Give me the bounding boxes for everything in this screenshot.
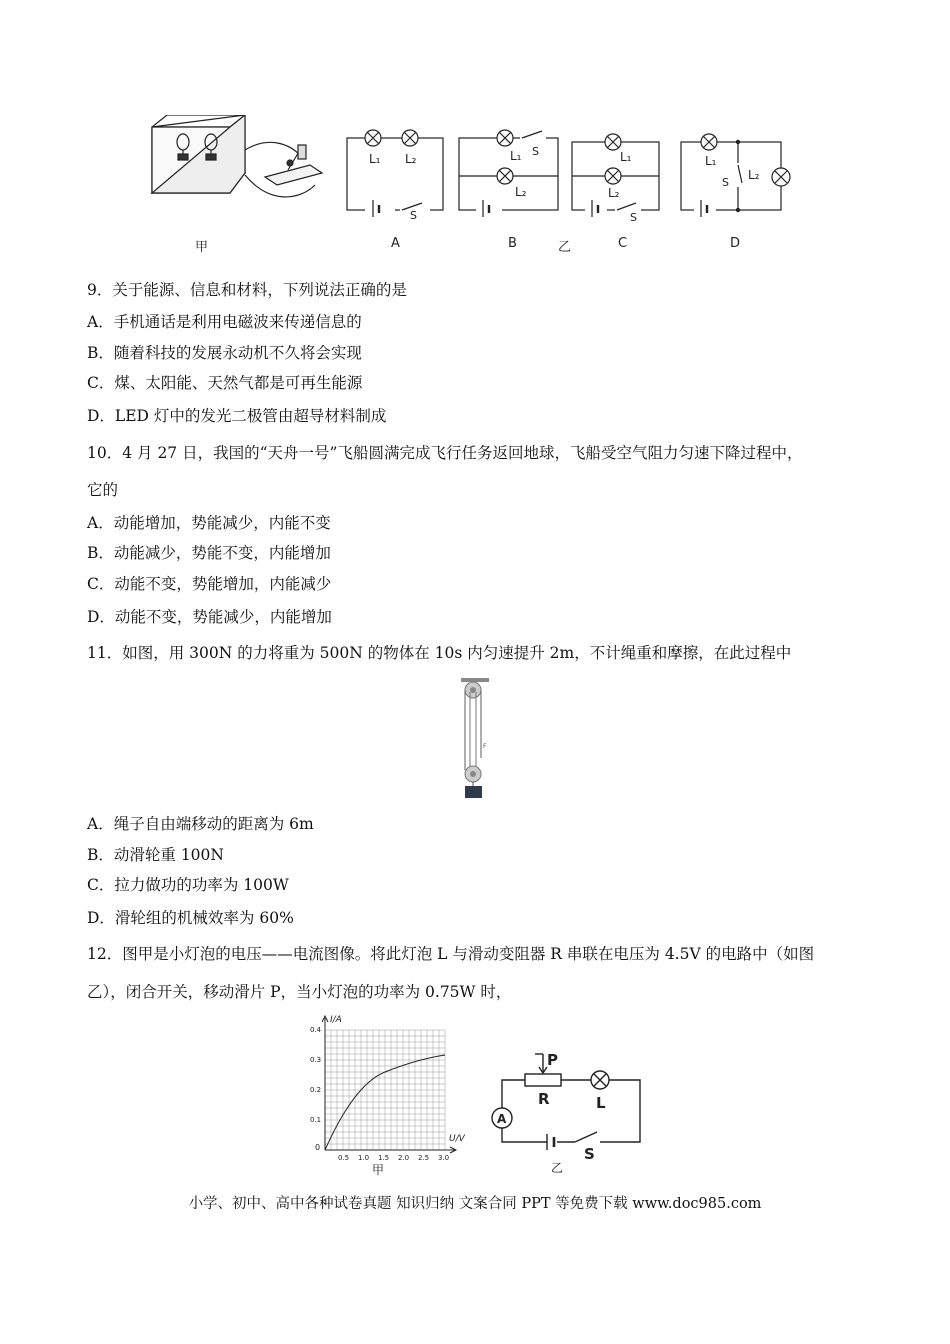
graph-xlabel: U/V	[449, 1134, 465, 1144]
pulley-force-label: F	[483, 743, 487, 750]
graph-ylabel: I/A	[330, 1015, 342, 1025]
circuit-l-label: L	[596, 1094, 606, 1112]
graph-grid	[325, 1030, 445, 1150]
svg-text:S: S	[630, 211, 637, 224]
q9-option-b: B．随着科技的发展永动机不久将会实现	[87, 344, 362, 362]
svg-text:L₁: L₁	[510, 149, 522, 163]
graph-xtick: 2.0	[398, 1154, 410, 1162]
svg-text:S: S	[722, 176, 729, 189]
svg-text:L₂: L₂	[405, 152, 417, 166]
graph-xtick: 1.5	[378, 1154, 390, 1162]
circuit-r-label: R	[538, 1090, 550, 1108]
svg-text:L₁: L₁	[369, 152, 381, 166]
iu-graph	[300, 1010, 475, 1180]
q11-option-c: C．拉力做功的功率为 100W	[87, 876, 289, 894]
svg-text:S: S	[532, 145, 539, 158]
caption-c: C	[618, 236, 628, 251]
q10-option-d: D．动能不变，势能减少，内能增加	[87, 608, 332, 626]
graph-xtick: 3.0	[438, 1154, 450, 1162]
q10-stem-line2: 它的	[87, 481, 119, 499]
page-footer: 小学、初中、高中各种试卷真题 知识归纳 文案合同 PPT 等免费下载 www.doc985.com	[188, 1196, 762, 1212]
graph-xtick: 0.5	[338, 1154, 350, 1162]
q10-option-b: B．动能减少，势能不变，内能增加	[87, 544, 331, 562]
caption-jia: 甲	[195, 240, 209, 255]
q12-circuit	[485, 1050, 655, 1180]
q9-option-a: A．手机通话是利用电磁波来传递信息的	[87, 313, 362, 331]
graph-ytick: 0.2	[310, 1086, 322, 1094]
svg-text:S: S	[410, 209, 417, 222]
graph-ytick: 0.4	[310, 1026, 322, 1034]
graph-ytick: 0.3	[310, 1056, 322, 1064]
q10-option-c: C．动能不变，势能增加，内能减少	[87, 575, 332, 593]
q9-option-d: D．LED 灯中的发光二极管由超导材料制成	[87, 407, 387, 425]
q11-stem: 11．如图，用 300N 的力将重为 500N 的物体在 10s 内匀速提升 2m，不计绳重和摩擦，在此过程中	[87, 644, 792, 662]
graph-origin: 0	[315, 1143, 321, 1152]
graph-xtick: 1.0	[358, 1154, 370, 1162]
q10-option-a: A．动能增加，势能减少，内能不变	[87, 514, 331, 532]
caption-d: D	[730, 236, 741, 251]
circuit-d	[681, 134, 790, 217]
q9-option-c: C．煤、太阳能、天然气都是可再生能源	[87, 374, 363, 392]
q11-option-b: B．动滑轮重 100N	[87, 846, 224, 864]
q10-stem-line1: 10．4 月 27 日，我国的“天舟一号”飞船圆满完成飞行任务返回地球，飞船受空气阻力匀速下降过程中，	[87, 444, 803, 462]
q12-stem-line1: 12．图甲是小灯泡的电压——电流图像。将此灯泡 L 与滑动变阻器 R 串联在电压为 4.5V 的电路中（如图	[87, 945, 815, 963]
caption-b: B	[508, 236, 517, 251]
caption-yi: 乙	[558, 240, 572, 255]
pulley-figure	[455, 678, 495, 802]
circuit-caption: 乙	[551, 1161, 564, 1175]
q11-option-a: A．绳子自由端移动的距离为 6m	[87, 815, 314, 833]
circuit-c	[572, 134, 659, 217]
svg-text:L₂: L₂	[608, 186, 620, 200]
caption-a: A	[391, 236, 400, 251]
apparatus-drawing	[152, 115, 322, 197]
graph-ytick: 0.1	[310, 1116, 322, 1124]
circuit-s-label: S	[584, 1145, 595, 1163]
q9-stem: 9．关于能源、信息和材料，下列说法正确的是	[87, 281, 407, 299]
svg-text:L₂: L₂	[748, 168, 760, 182]
q11-option-d: D．滑轮组的机械效率为 60%	[87, 909, 294, 927]
q8-figure-row	[0, 115, 950, 265]
circuit-a	[347, 130, 443, 217]
graph-caption: 甲	[372, 1163, 385, 1177]
circuit-p-label: P	[547, 1051, 558, 1069]
ammeter-label: A	[497, 1112, 507, 1126]
svg-text:L₂: L₂	[515, 185, 527, 199]
circuit-b	[459, 130, 558, 217]
svg-text:L₁: L₁	[620, 150, 632, 164]
graph-xtick: 2.5	[418, 1154, 430, 1162]
svg-text:L₁: L₁	[705, 154, 717, 168]
q12-stem-line2: 乙），闭合开关，移动滑片 P，当小灯泡的功率为 0.75W 时，	[87, 983, 512, 1001]
